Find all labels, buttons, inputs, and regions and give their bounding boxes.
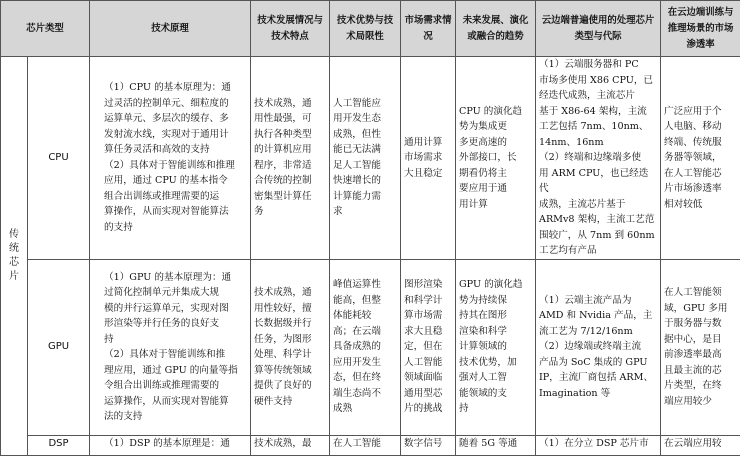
header-principle: 技术原理 bbox=[90, 1, 251, 57]
principle-cell: （1）GPU 的基本原理为：通 过简化控制单元并集成大规 模的并行运算单元，实现对图 形渲染等并行任务的良好支 持 （2）具体对于智能训练和推 理应用，通过 GPU 的向量等指 令组合出训练或推理需要的 运算操作，从而实现对智能算 法的支持 bbox=[90, 259, 251, 435]
chip-name: CPU bbox=[28, 57, 90, 260]
cloud-edge-cell: （1）云端主流产品为 AMD 和 Nvidia 产品，主 流工艺为 7/12/16nm （2）边缘端或终端主流 产品为 SoC 集成的 GPU IP，主流厂商包括 ARM、 Imagination 等 bbox=[536, 259, 661, 435]
status-cell: 技术成熟，通 用性最强，可 执行各种类型 的计算机应用 程序，非常适 合传统的控制 密集型计算任 务 bbox=[251, 57, 330, 260]
market-cell: 图形渲染 和科学计 算市场需 求大且稳 定，但在 人工智能 领域面临 通用型芯 片的挑战 bbox=[401, 259, 456, 435]
pros-cons-cell: 峰值运算性 能高，但整 体能耗较 高；在云端 具备成熟的 应用开发生 态，但在终 端生态尚不 成熟 bbox=[330, 259, 401, 435]
penetration-cell: 在云端应用较 bbox=[661, 435, 740, 455]
cloud-edge-cell: （1）云端服务器和 PC 市场多使用 X86 CPU，已 经迭代成熟，主流芯片 基于 X86-64 架构，主流 工艺包括 7nm、10nm、 14nm、16nm （2）终端和边缘端多使 用 ARM CPU，也已经迭代 成熟，主流芯片基于 ARMv8 架构，主流工艺范 围较广，从 7nm 到 60nm 工艺均有产品 bbox=[536, 57, 661, 260]
market-cell: 数字信号 bbox=[401, 435, 456, 455]
pros-cons-cell: 在人工智能 bbox=[330, 435, 401, 455]
cloud-edge-cell: （1）在分立 DSP 芯片市 bbox=[536, 435, 661, 455]
header-status: 技术发展情况与技术特点 bbox=[251, 1, 330, 57]
header-cloud-edge: 云边端普遍使用的处理芯片类型与代际 bbox=[536, 1, 661, 57]
chip-name: GPU bbox=[28, 259, 90, 435]
future-cell: CPU 的演化趋 势为集成更 多更高速的 外部接口，长 期看仍将主 要应用于通 用计算 bbox=[456, 57, 536, 260]
table-row bbox=[1, 435, 740, 455]
future-cell: GPU 的演化趋 势为持续保 持其在图形 渲染和科学 计算领域的 技术优势，加 强对人工智 能领域的支 持 bbox=[456, 259, 536, 435]
penetration-cell: 在人工智能领 域，GPU 多用 于服务器与数 据中心，是目 前渗透率最高 且最主流的芯 片类型，在终 端应用较少 bbox=[661, 259, 740, 435]
group-label: 传统芯片 bbox=[8, 228, 20, 284]
header-pros-cons: 技术优势与技术局限性 bbox=[330, 1, 401, 57]
principle-cell: （1）DSP 的基本原理是：通 bbox=[90, 435, 251, 455]
table-row bbox=[1, 259, 740, 435]
group-label-cell bbox=[1, 57, 28, 456]
future-cell: 随着 5G 等通 bbox=[456, 435, 536, 455]
header-market: 市场需求情况 bbox=[401, 1, 456, 57]
chip-name: DSP bbox=[28, 435, 90, 455]
table-row bbox=[1, 57, 740, 260]
header-row bbox=[1, 1, 740, 57]
pros-cons-cell: 人工智能应 用开发生态 成熟，但性 能已无法满 足人工智能 快速增长的 计算能力需 求 bbox=[330, 57, 401, 260]
header-chip-type: 芯片类型 bbox=[1, 1, 90, 57]
market-cell: 通用计算 市场需求 大且稳定 bbox=[401, 57, 456, 260]
header-penetration: 在云边端训练与推理场景的市场渗透率 bbox=[661, 1, 740, 57]
principle-cell: （1）CPU 的基本原理为：通 过灵活的控制单元、细粒度的 运算单元、多层次的缓存、多 发射流水线，实现对于通用计 算任务灵活和高效的支持 （2）具体对于智能训练和推理 应用，通过 CPU 的基本指令 组合出训练或推理需要的运 算操作，从而实现对智能算法 的支持 bbox=[90, 57, 251, 260]
status-cell: 技术成熟，通 用性较好，擅 长数据级并行 任务，为图形 处理、科学计 算等传统领域 提供了良好的 硬件支持 bbox=[251, 259, 330, 435]
header-future: 未来发展、演化或融合的趋势 bbox=[456, 1, 536, 57]
status-cell: 技术成熟，最 bbox=[251, 435, 330, 455]
penetration-cell: 广泛应用于个 人电脑、移动 终端、传统服 务器等领域， 在人工智能芯 片市场渗透率 相对较低 bbox=[661, 57, 740, 260]
